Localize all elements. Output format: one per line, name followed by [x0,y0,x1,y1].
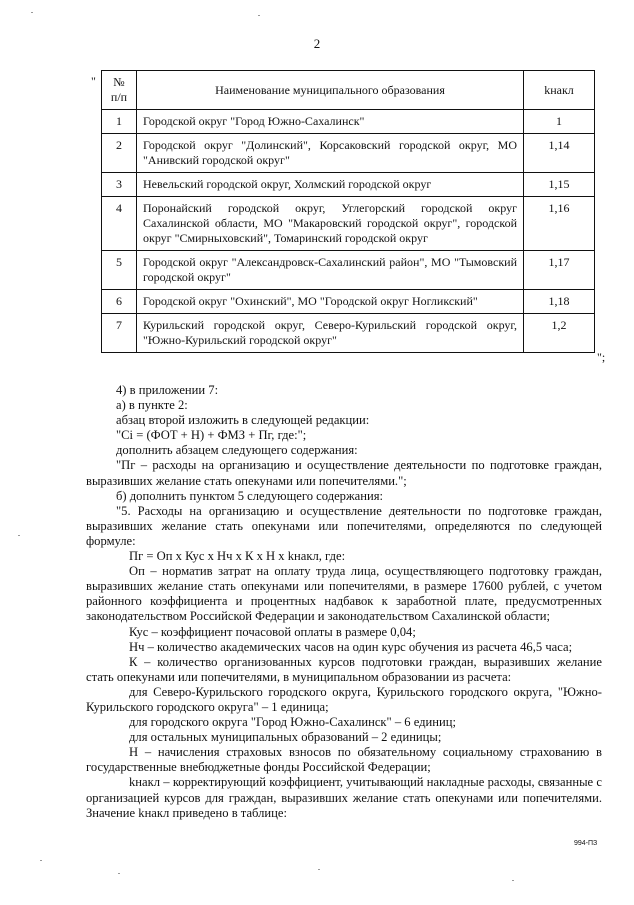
row-number: 3 [102,173,137,197]
row-municipality: Поронайский городской округ, Углегорский городской округ Сахалинской области, МО "Макаровский городской округ", городской округ "Смирныховский", Томаринский городской округ [137,197,524,251]
document-code: 994-ПЗ [574,840,598,847]
scan-speck [512,880,514,881]
scan-speck [258,15,260,16]
municipal-coefficient-table [101,70,595,353]
scan-speck [31,12,33,13]
row-coefficient: 1 [524,110,595,134]
header-coefficient: kнакл [524,71,595,110]
row-number: 1 [102,110,137,134]
row-coefficient: 1,17 [524,251,595,290]
table-row [102,110,595,134]
table-closing-quote: "; [597,350,606,364]
table-row [102,314,595,353]
paragraph: для остальных муниципальных образований – 2 единицы; [129,730,442,745]
amendment-text [86,383,602,821]
table-row [102,290,595,314]
paragraph: "5. Расходы на организацию и осуществление деятельности по подготовке граждан, выразивших желание стать опекунами или попечителями, определяются по следующей формуле: [86,503,602,548]
paragraph: "Пг – расходы на организацию и осуществление деятельности по подготовке граждан, выразивших желание стать опекунами или попечителями."; [86,458,602,488]
paragraph: kнакл – корректирующий коэффициент, учитывающий накладные расходы, связанные с организацией курсов для граждан, выразивших желание стать опекунами или попечителями. Значение kнакл приведено в таблице: [86,775,602,820]
row-coefficient: 1,18 [524,290,595,314]
header-municipality-name: Наименование муниципального образования [137,71,524,110]
row-municipality: Курильский городской округ, Северо-Курильский городской округ, "Южно-Курильский городской округ" [137,314,524,353]
table-row [102,251,595,290]
row-municipality: Городской округ "Город Южно-Сахалинск" [137,110,524,134]
formula-line: Пг = Оп х Кус х Нч х К х Н х kнакл, где: [129,549,346,564]
paragraph: дополнить абзацем следующего содержания: [116,443,358,458]
row-coefficient: 1,2 [524,314,595,353]
paragraph: Оп – норматив затрат на оплату труда лица, осуществляющего подготовку граждан, выразивших желание стать опекунами или попечителями, в размере 17600 рублей, с учетом районного коэффициента и процентных надбавок к заработной плате, предусмотренных законодательством Российской Федерации и законодательством Сахалинской области; [86,564,602,624]
row-number: 7 [102,314,137,353]
table-row [102,197,595,251]
formula-line: "Сi = (ФОТ + Н) + ФМЗ + Пг, где:"; [116,428,307,443]
row-coefficient: 1,15 [524,173,595,197]
row-coefficient: 1,16 [524,197,595,251]
paragraph: Нч – количество академических часов на один курс обучения из расчета 46,5 часа; [129,639,573,654]
row-number: 2 [102,134,137,173]
row-number: 6 [102,290,137,314]
paragraph: для городского округа "Город Южно-Сахалинск" – 6 единиц; [129,715,457,730]
scan-speck [40,860,42,861]
scan-speck [118,873,120,874]
scan-speck [18,535,20,536]
row-number: 5 [102,251,137,290]
row-municipality: Невельский городской округ, Холмский городской округ [137,173,524,197]
row-coefficient: 1,14 [524,134,595,173]
row-number: 4 [102,197,137,251]
paragraph: Кус – коэффициент почасовой оплаты в размере 0,04; [129,624,416,639]
paragraph: а) в пункте 2: [116,398,188,413]
table-row [102,173,595,197]
table-opening-quote: " [91,74,96,88]
row-municipality: Городской округ "Долинский", Корсаковский городской округ, МО "Анивский городской округ" [137,134,524,173]
header-number: № п/п [102,71,137,110]
row-municipality: Городской округ "Александровск-Сахалинский район", МО "Тымовский городской округ" [137,251,524,290]
row-municipality: Городской округ "Охинский", МО "Городской округ Ногликский" [137,290,524,314]
paragraph: для Северо-Курильского городского округа, Курильского городского округа, "Южно-Курильского городского округа" – 1 единица; [86,684,602,714]
paragraph: абзац второй изложить в следующей редакции: [116,413,370,428]
paragraph: 4) в приложении 7: [116,383,219,397]
page-number: 2 [313,36,321,51]
table-header-row [102,71,595,110]
scan-speck [318,869,320,870]
paragraph: б) дополнить пунктом 5 следующего содержания: [116,488,384,503]
paragraph: К – количество организованных курсов подготовки граждан, выразивших желание стать опекунами или попечителями, в муниципальном образовании из расчета: [86,654,602,684]
table-row [102,134,595,173]
paragraph: Н – начисления страховых взносов по обязательному социальному страхованию в государственные внебюджетные фонды Российской Федерации; [86,745,602,775]
